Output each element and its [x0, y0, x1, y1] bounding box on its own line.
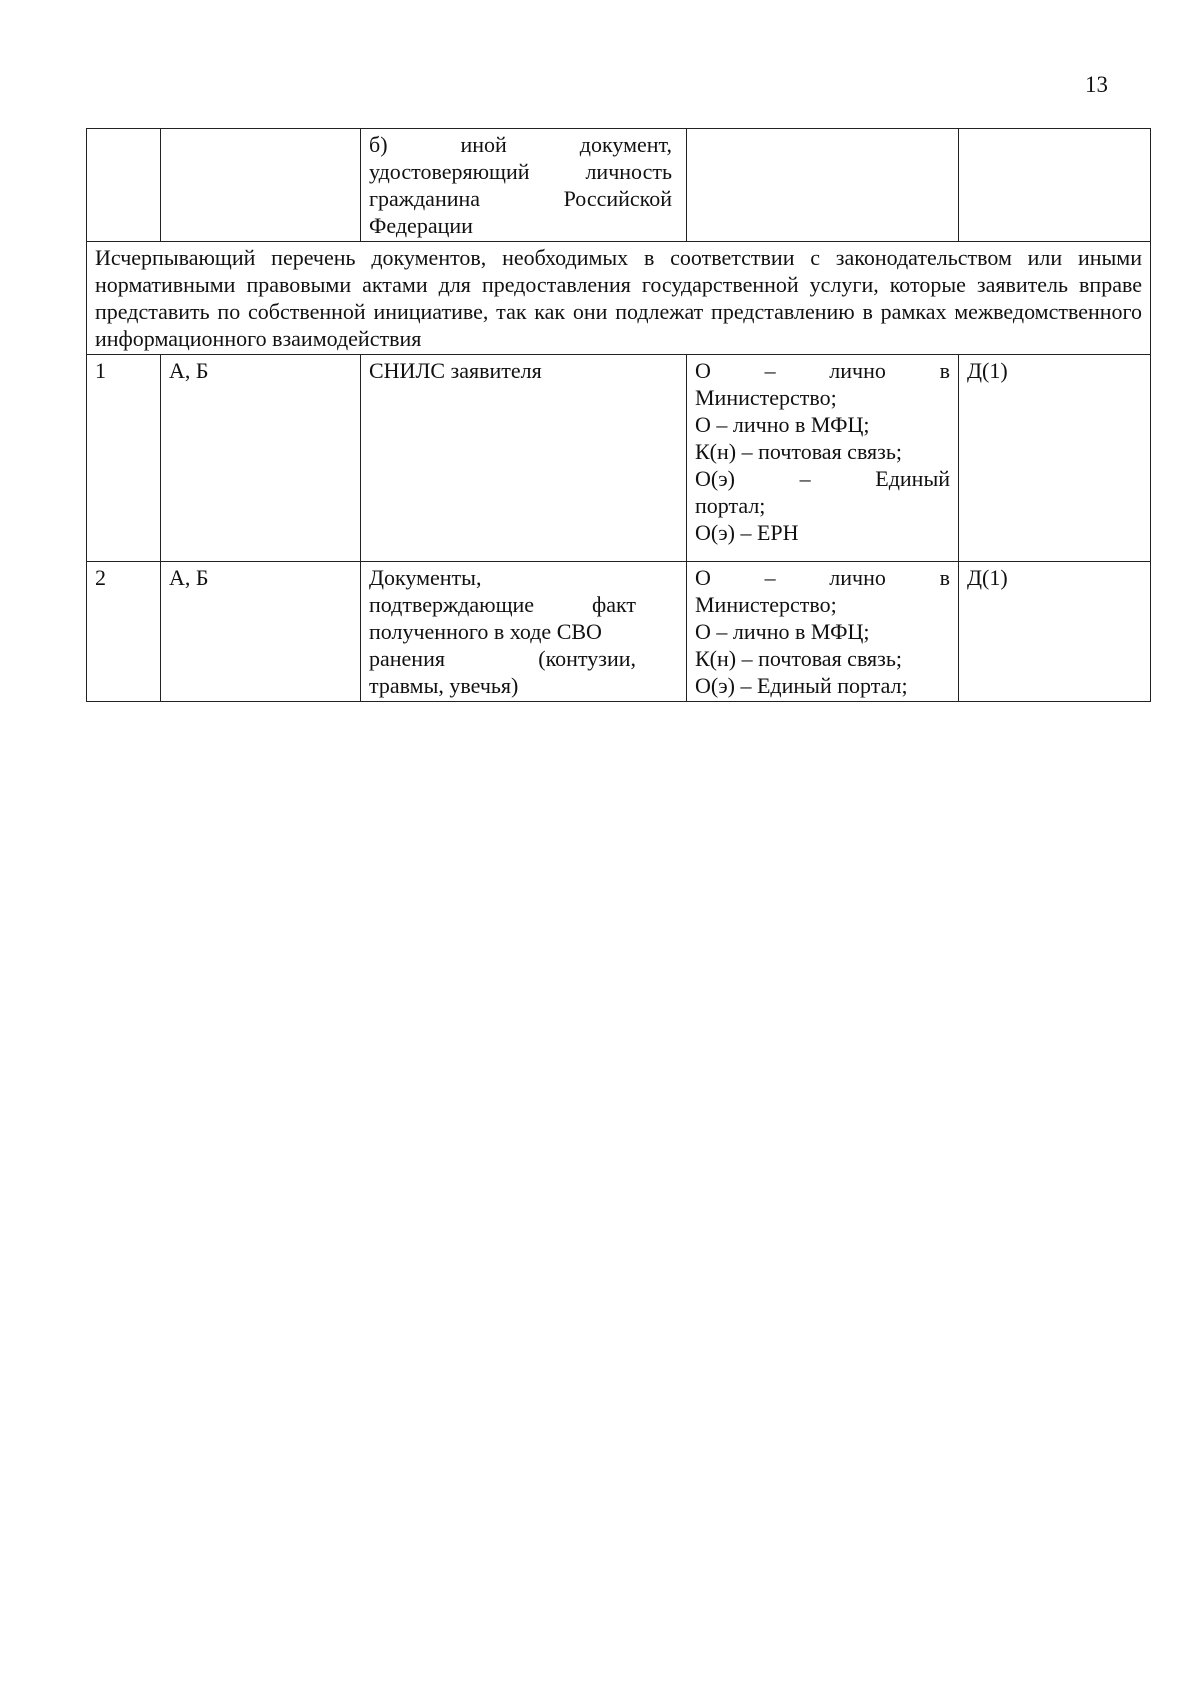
row-code: Д(1) — [959, 562, 1151, 702]
cell-document: б) иной документ, удостоверяющий личность гражданина Российской Федерации — [361, 129, 687, 242]
row-document: Документы, подтверждающие факт полученного в ходе СВО ранения (контузии, травмы, увечья) — [361, 562, 687, 702]
row-categories: А, Б — [161, 562, 361, 702]
page-number: 13 — [1085, 72, 1108, 97]
table-row — [87, 562, 1151, 702]
row-methods: О – лично в Министерство; О – лично в МФЦ; К(н) – почтовая связь; О(э) – Единый портал; — [687, 562, 959, 702]
cell-categories-empty — [161, 129, 361, 242]
row-code: Д(1) — [959, 355, 1151, 562]
section-heading-row — [87, 242, 1151, 355]
documents-table — [86, 128, 1151, 702]
row-methods: О – лично в Министерство; О – лично в МФЦ; К(н) – почтовая связь; О(э) – Единый портал; О(э) – ЕРН — [687, 355, 959, 562]
row-number: 1 — [87, 355, 161, 562]
cell-number-empty — [87, 129, 161, 242]
section-heading: Исчерпывающий перечень документов, необходимых в соответствии с законодательством или иными нормативными правовыми актами для предоставления государственной услуги, которые заявитель вправе представить по собственной инициативе, так как они подлежат представлению в рамках межведомственного информационного взаимодействия — [87, 242, 1151, 355]
cell-methods-empty — [687, 129, 959, 242]
cell-code-empty — [959, 129, 1151, 242]
row-document: СНИЛС заявителя — [361, 355, 687, 562]
row-number: 2 — [87, 562, 161, 702]
table-row — [87, 355, 1151, 562]
row-categories: А, Б — [161, 355, 361, 562]
table-row-continued — [87, 129, 1151, 242]
